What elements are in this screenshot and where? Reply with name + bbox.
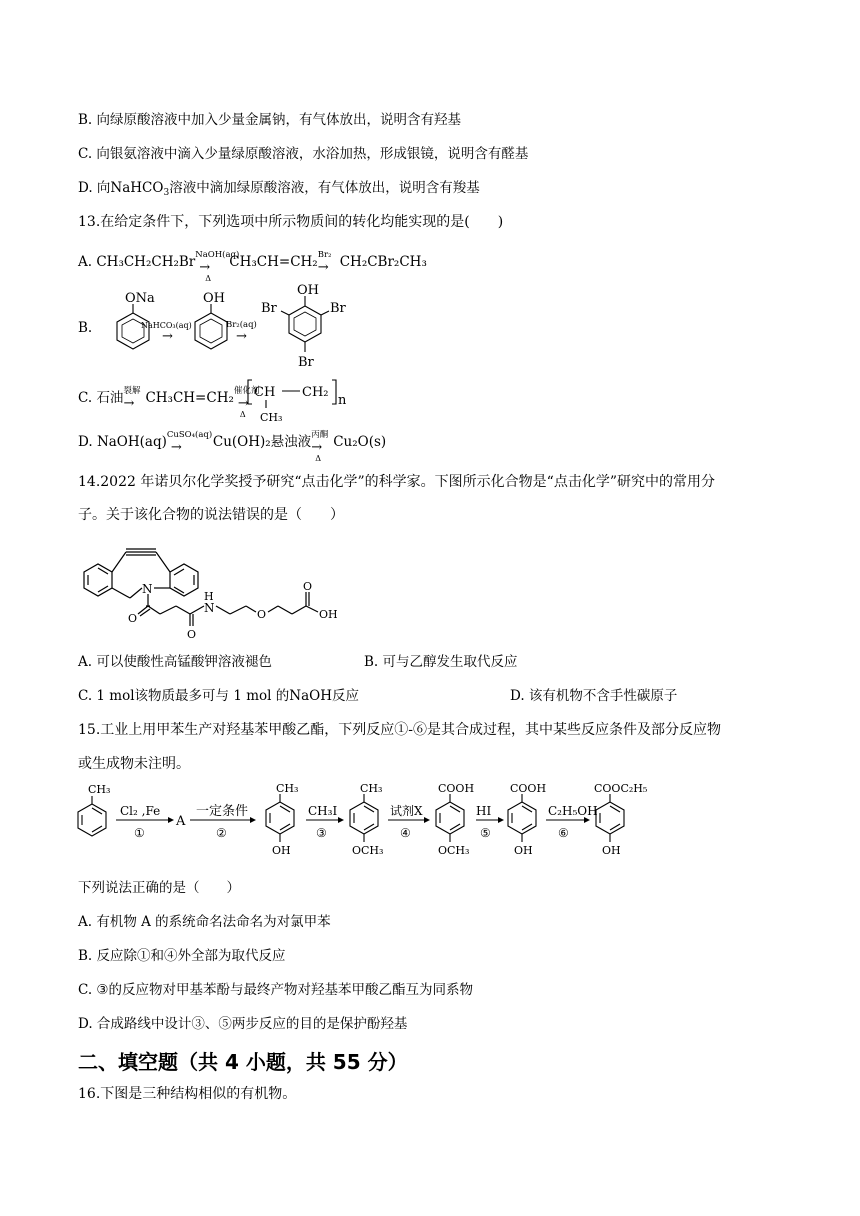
q12-option-b: B. 向绿原酸溶液中加入少量金属钠，有气体放出，说明含有羟基 [78, 112, 462, 128]
q15-option-a: A. 有机物 A 的系统命名法命名为对氯甲苯 [78, 914, 331, 930]
q13-option-c-polymer [246, 376, 356, 422]
svg-text:CH₃I: CH₃I [308, 804, 338, 818]
svg-text:OH: OH [514, 844, 533, 857]
svg-text:N: N [204, 601, 215, 615]
svg-text:A: A [176, 814, 186, 829]
q16-stem: 16.下图是三种结构相似的有机物。 [78, 1086, 297, 1102]
svg-text:CH₃: CH₃ [88, 783, 111, 796]
q12-option-c: C. 向银氨溶液中滴入少量绿原酸溶液，水浴加热，形成银镜，说明含有醛基 [78, 146, 529, 162]
svg-text:OCH₃: OCH₃ [438, 844, 470, 857]
q14-stem-line2: 子。关于该化合物的说法错误的是（ ） [78, 507, 344, 523]
q12-option-d: D. 向NaHCO$_3$溶液中滴加绿原酸溶液，有气体放出，说明含有羧基 [78, 180, 480, 198]
q15-synthesis-route [70, 780, 670, 870]
svg-text:OH: OH [319, 608, 338, 621]
svg-text:Br: Br [330, 301, 346, 316]
q13-option-b-scheme [95, 282, 395, 382]
svg-text:③: ③ [316, 826, 327, 840]
svg-text:Br₂(aq): Br₂(aq) [226, 320, 257, 330]
svg-text:H: H [204, 590, 214, 603]
q14-option-b: B. 可与乙醇发生取代反应 [364, 654, 518, 670]
svg-text:N: N [142, 582, 153, 596]
q15-option-d: D. 合成路线中设计③、⑤两步反应的目的是保护酚羟基 [78, 1016, 408, 1032]
svg-text:C₂H₅OH: C₂H₅OH [548, 804, 598, 818]
q15-stem-line1: 15.工业上用甲苯生产对羟基苯甲酸乙酯，下列反应①-⑥是其合成过程，其中某些反应条件及部分反应物 [78, 722, 721, 738]
svg-text:CH: CH [254, 385, 276, 400]
q14-option-d: D. 该有机物不含手性碳原子 [510, 688, 678, 704]
svg-text:⑥: ⑥ [558, 826, 569, 840]
svg-text:COOC₂H₅: COOC₂H₅ [594, 782, 648, 795]
svg-text:Cl₂ ,Fe: Cl₂ ,Fe [120, 804, 161, 818]
q14-structure [78, 530, 368, 645]
q13-option-a: A. CH₃CH₂CH₂Br NaOH(aq) → Δ CH₃CH=CH₂ Br₂ → CH₂CBr₂CH₃ [78, 249, 427, 283]
q13-option-b-label: B. [78, 320, 93, 336]
svg-text:OH: OH [297, 283, 319, 298]
svg-text:OH: OH [203, 291, 225, 306]
svg-text:O: O [257, 608, 267, 621]
q15-option-c: C. ③的反应物对甲基苯酚与最终产物对羟基苯甲酸乙酯互为同系物 [78, 982, 474, 998]
svg-text:CH₂: CH₂ [302, 385, 329, 400]
svg-text:n: n [338, 393, 347, 408]
svg-text:O: O [187, 628, 197, 641]
svg-text:O: O [303, 580, 313, 593]
section-heading: 二、填空题（共 4 小题，共 55 分） [78, 1050, 408, 1074]
q14-stem-line1: 14.2022 年诺贝尔化学奖授予研究“点击化学”的科学家。下图所示化合物是“点击化学”研究中的常用分 [78, 474, 715, 490]
svg-text:①: ① [134, 826, 145, 840]
svg-text:④: ④ [400, 826, 411, 840]
svg-text:CH₃: CH₃ [260, 411, 283, 422]
q13-option-c: C. 石油 裂解 → CH₃CH=CH₂ 催化剂 → Δ [78, 385, 260, 419]
q13-option-d: D. NaOH(aq) CuSO₄(aq) → Cu(OH)₂悬浊液 丙酮 → Δ Cu₂O(s) [78, 429, 387, 463]
q15-stem-line2: 或生成物未注明。 [78, 756, 190, 772]
svg-text:②: ② [216, 826, 227, 840]
svg-text:⑤: ⑤ [480, 826, 491, 840]
q13-stem: 13.在给定条件下，下列选项中所示物质间的转化均能实现的是( ) [78, 214, 504, 230]
q14-option-c: C. 1 mol该物质最多可与 1 mol 的NaOH反应 [78, 688, 359, 704]
svg-text:CH₃: CH₃ [276, 782, 299, 795]
svg-text:ONa: ONa [125, 291, 155, 306]
svg-text:Br: Br [261, 301, 277, 316]
svg-text:NaHCO₃(aq): NaHCO₃(aq) [141, 321, 192, 330]
svg-text:Br: Br [298, 355, 314, 370]
svg-text:COOH: COOH [438, 782, 475, 795]
svg-text:HI: HI [476, 804, 492, 818]
svg-text:OH: OH [602, 844, 621, 857]
q15-option-b: B. 反应除①和④外全部为取代反应 [78, 948, 286, 964]
q15-question: 下列说法正确的是（ ） [78, 880, 240, 896]
svg-text:OCH₃: OCH₃ [352, 844, 384, 857]
svg-text:一定条件: 一定条件 [196, 804, 249, 819]
svg-text:OH: OH [272, 844, 291, 857]
svg-text:CH₃: CH₃ [360, 782, 383, 795]
svg-text:O: O [128, 612, 138, 625]
svg-text:→: → [162, 329, 173, 344]
svg-text:试剂X: 试剂X [390, 804, 423, 818]
svg-text:COOH: COOH [510, 782, 547, 795]
svg-text:→: → [236, 329, 247, 344]
q14-option-a: A. 可以使酸性高锰酸钾溶液褪色 [78, 654, 272, 670]
